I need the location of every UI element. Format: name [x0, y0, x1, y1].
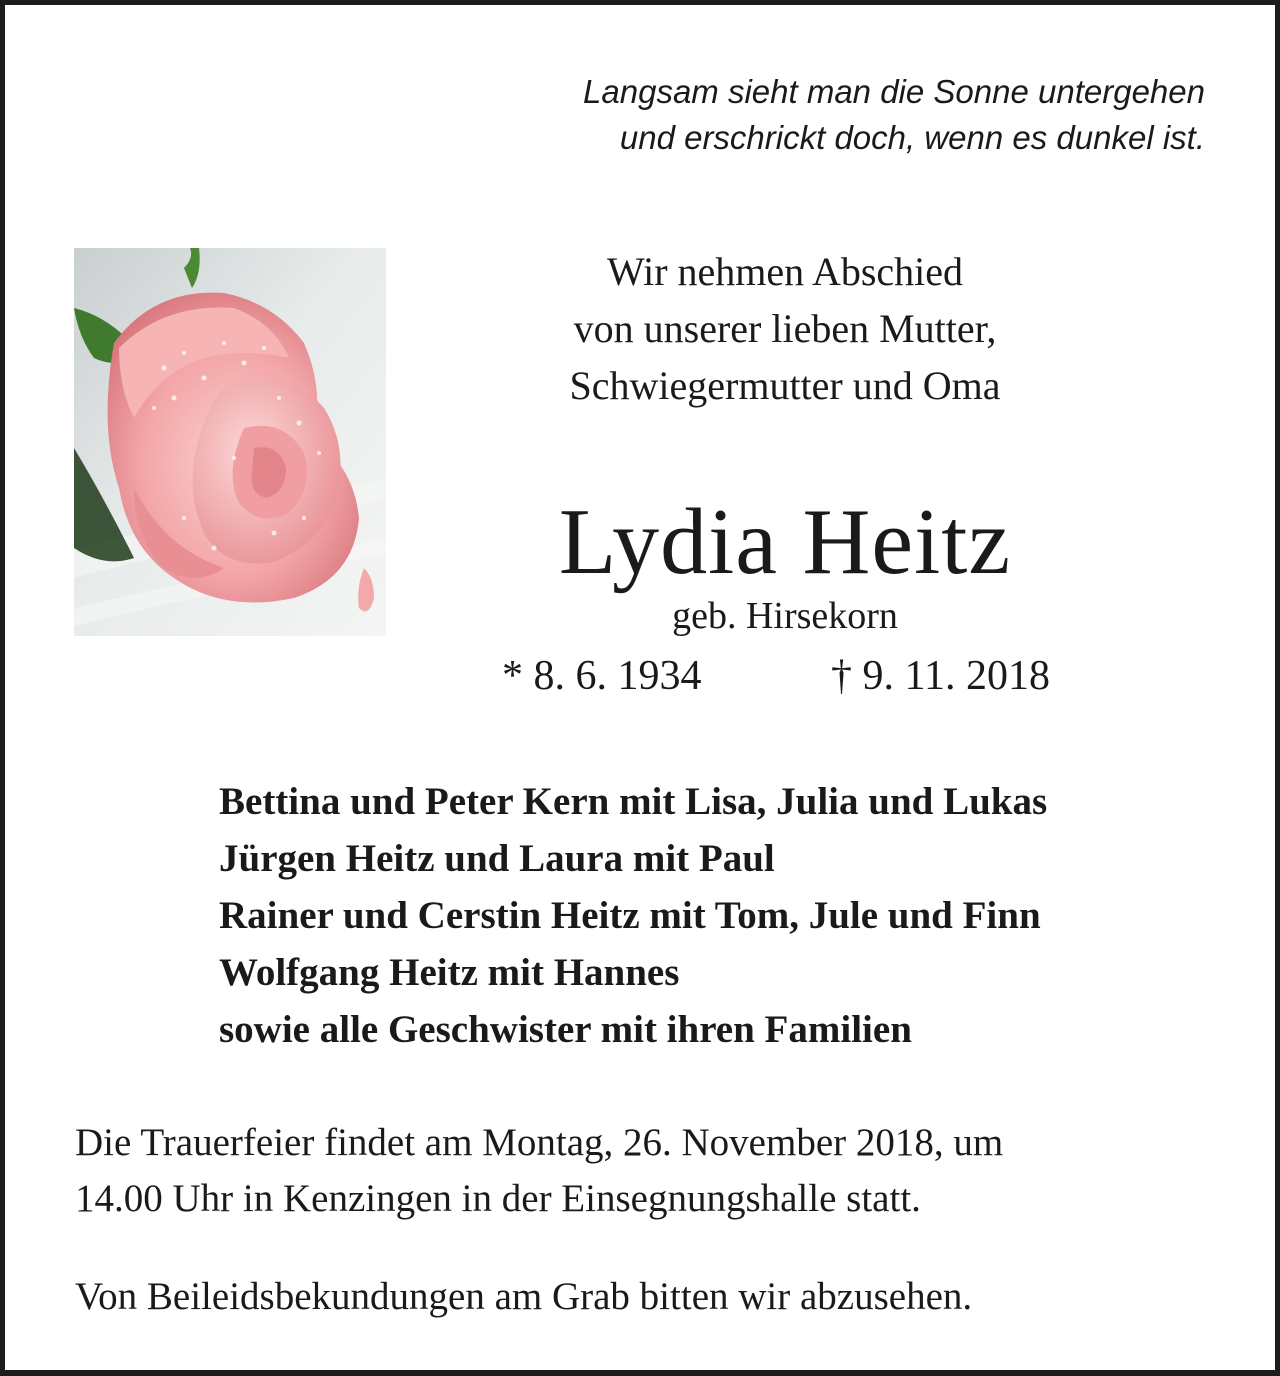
birth-date: * 8. 6. 1934	[502, 653, 702, 699]
death-date: † 9. 11. 2018	[831, 653, 1050, 699]
intro-line-2: von unserer lieben Mutter,	[573, 306, 997, 351]
motto-line-1: Langsam sieht man die Sonne untergehen	[583, 73, 1205, 110]
intro-line-3: Schwiegermutter und Oma	[569, 363, 1001, 408]
deceased-name: Lydia Heitz	[558, 490, 1012, 594]
funeral-line-2: 14.00 Uhr in Kenzingen in der Einsegnungshalle statt.	[75, 1177, 921, 1220]
mourner-line: Rainer und Cerstin Heitz mit Tom, Jule und Finn	[219, 894, 1041, 937]
farewell-intro	[435, 243, 1135, 414]
mourner-line: Jürgen Heitz und Laura mit Paul	[219, 837, 775, 880]
condolence-line: Von Beileidsbekundungen am Grab bitten wir abzusehen.	[75, 1275, 973, 1318]
rose-image	[74, 248, 386, 636]
birth-name: geb. Hirsekorn	[672, 595, 898, 637]
condolence-notice	[75, 1269, 1225, 1325]
motto-quote	[405, 69, 1205, 161]
motto-line-2: und erschrickt doch, wenn es dunkel ist.	[619, 119, 1205, 156]
funeral-line-1: Die Trauerfeier findet am Montag, 26. November 2018, um	[75, 1121, 1004, 1164]
mourner-line: Bettina und Peter Kern mit Lisa, Julia und Lukas	[219, 780, 1048, 823]
mourner-line: sowie alle Geschwister mit ihren Familien	[219, 1008, 912, 1051]
intro-line-1: Wir nehmen Abschied	[606, 249, 964, 294]
funeral-notice	[75, 1115, 1225, 1227]
mourner-line: Wolfgang Heitz mit Hannes	[219, 951, 680, 994]
mourners-list	[219, 773, 1229, 1058]
